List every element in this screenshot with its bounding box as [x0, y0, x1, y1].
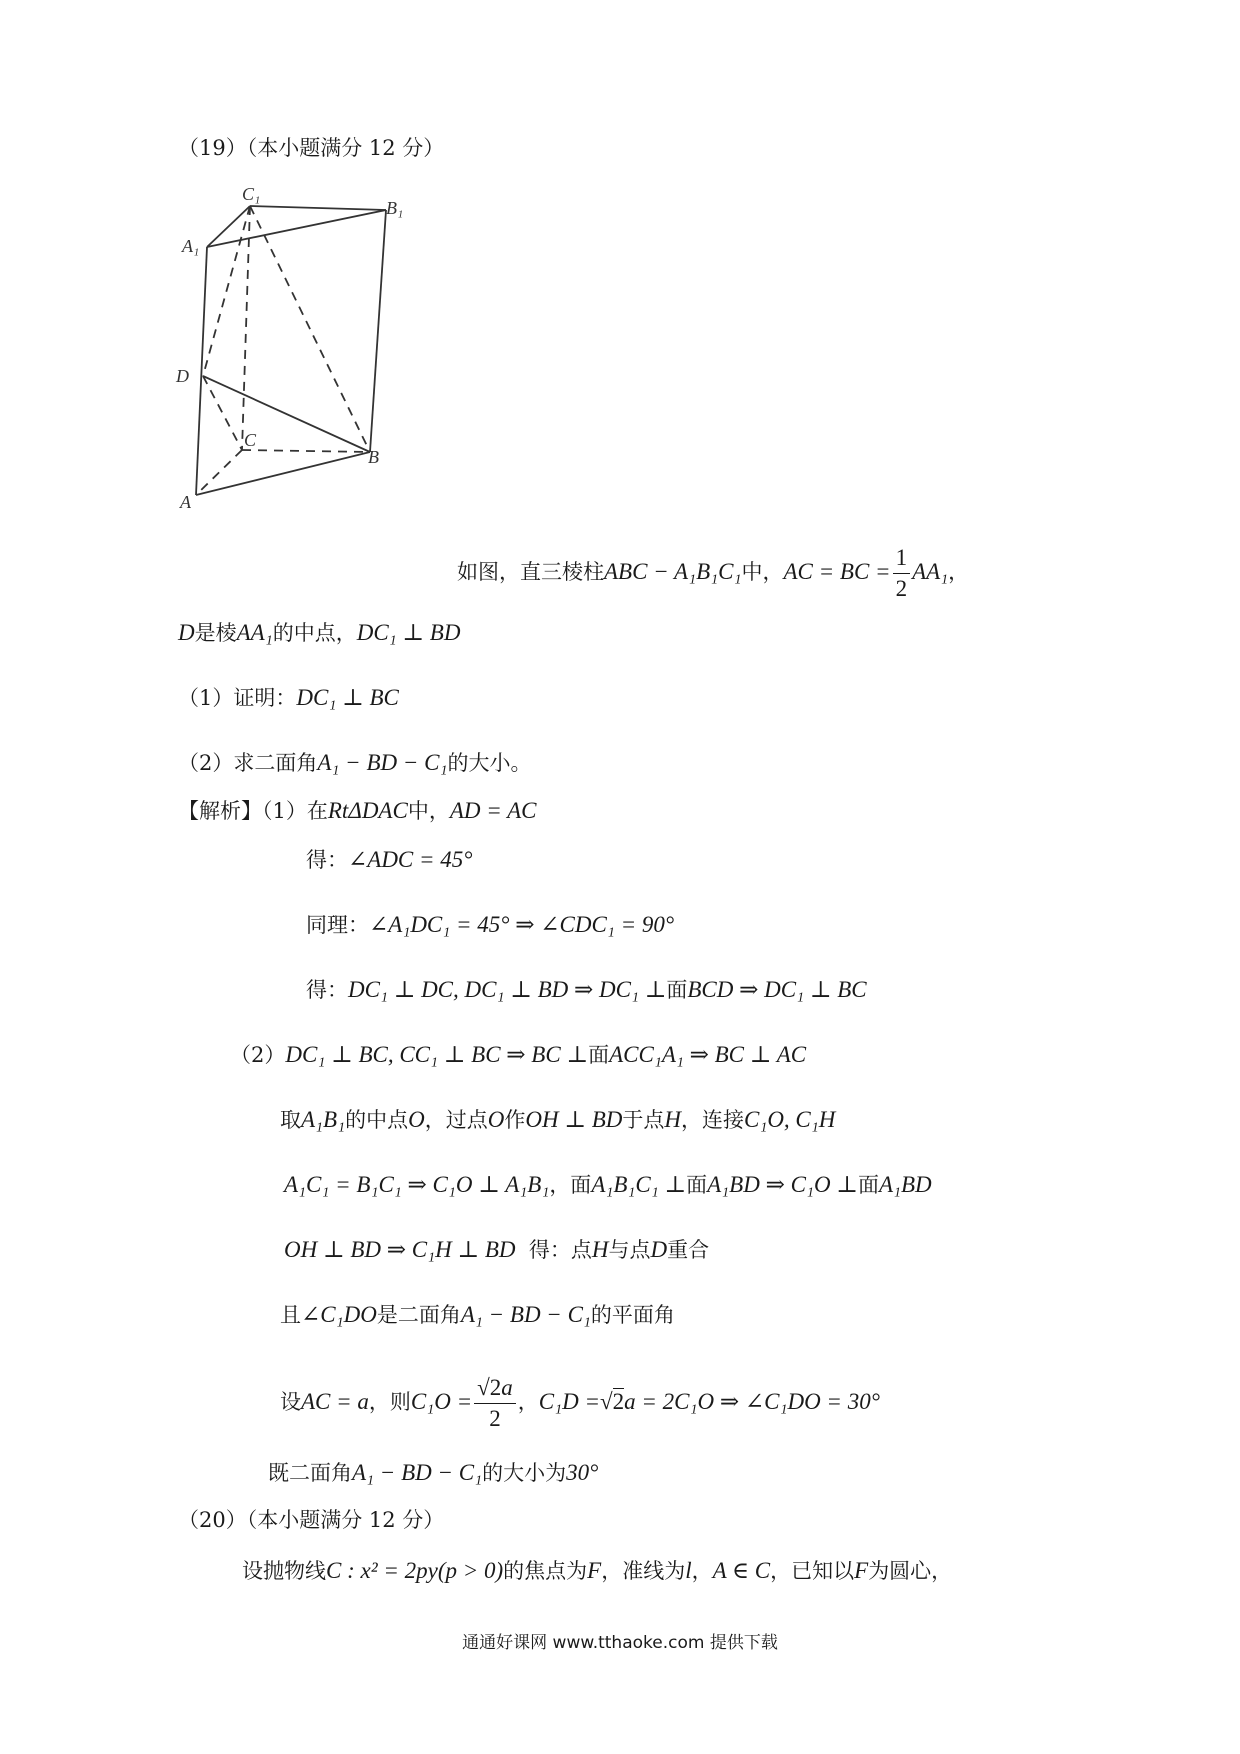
solution-part-2-line-5: 且∠C₁DO是二面角A₁ − BD − C₁的平面角 [280, 1302, 675, 1327]
edge-a1-b1 [207, 210, 386, 247]
prism-figure [176, 184, 460, 570]
solution-part-2-line-4: OH ⊥ BD ⇒ C₁H ⊥ BD 得：点H与点D重合 [284, 1237, 710, 1262]
midpoint-line: D是棱AA₁的中点，DC₁ ⊥ BD [178, 620, 461, 645]
edge-c-b-dashed [242, 450, 370, 452]
edge-c1-b-dashed [250, 206, 370, 452]
footer-watermark: 通通好课网 www.tthaoke.com 提供下载 [462, 1633, 778, 1653]
edge-d-c-dashed [203, 376, 242, 450]
solution-line-2: 得：∠ADC = 45° [306, 847, 473, 872]
question-1: （1）证明：DC₁ ⊥ BC [178, 685, 399, 710]
solution-line-1: 【解析】（1）在RtΔDAC中，AD = AC [178, 798, 537, 823]
solution-conclusion: 既二面角A₁ − BD − C₁的大小为30° [268, 1460, 599, 1485]
label-b: B [368, 447, 379, 467]
edge-c1-c-dashed [242, 206, 250, 450]
fraction-one-half: $\frac{1}{2}$ [893, 543, 911, 604]
label-c1: C₁ [242, 184, 261, 204]
question-2: （2）求二面角A₁ − BD − C₁的大小。 [178, 750, 532, 775]
edge-c1-d-dashed [203, 206, 250, 376]
problem-19-header: （19）（本小题满分 12 分） [178, 136, 445, 160]
label-d: D [176, 366, 189, 386]
edge-d-b [203, 376, 370, 452]
solution-part-2-line-2: 取A₁B₁的中点O，过点O作OH ⊥ BD于点H，连接C₁O, C₁H [280, 1107, 836, 1132]
edge-a-b [196, 452, 370, 495]
solution-part-2-line-1: （2）DC₁ ⊥ BC, CC₁ ⊥ BC ⇒ BC ⊥面ACC₁A₁ ⇒ BC ⊥ AC [230, 1042, 807, 1067]
solution-line-3: 同理：∠A₁DC₁ = 45° ⇒ ∠CDC₁ = 90° [306, 912, 675, 937]
solution-part-2-line-6: 设AC = a，则C₁O = $\frac{√2a}{2}$ ，C₁D =√2a = 2C₁O ⇒ ∠C₁DO = 30° [280, 1373, 880, 1434]
solution-line-4: 得：DC₁ ⊥ DC, DC₁ ⊥ BD ⇒ DC₁ ⊥面BCD ⇒ DC₁ ⊥ BC [306, 977, 867, 1002]
label-a: A [180, 492, 191, 512]
label-c: C [244, 430, 257, 450]
intro-line: 如图，直三棱柱ABC − A₁B₁C₁中，AC = BC = $\frac{1}{2}$ AA₁， [457, 543, 969, 604]
solution-part-2-line-3: A₁C₁ = B₁C₁ ⇒ C₁O ⊥ A₁B₁，面A₁B₁C₁ ⊥面A₁BD ⇒ C₁O ⊥面A₁BD [284, 1172, 932, 1197]
edge-b1-b [370, 210, 386, 452]
problem-20-header: （20）（本小题满分 12 分） [178, 1508, 445, 1532]
edge-c1-b1 [250, 206, 386, 210]
edge-c-a-dashed [196, 450, 242, 495]
label-a1: A₁ [182, 236, 200, 256]
label-b1: B₁ [386, 198, 404, 218]
edge-a1-a [196, 247, 207, 495]
problem-20-line-1: 设抛物线C : x² = 2py(p > 0)的焦点为F，准线为l，A ∈ C，已知以F为圆心， [242, 1558, 953, 1583]
fraction-root2a-over-2: $\frac{√2a}{2}$ [474, 1373, 516, 1434]
